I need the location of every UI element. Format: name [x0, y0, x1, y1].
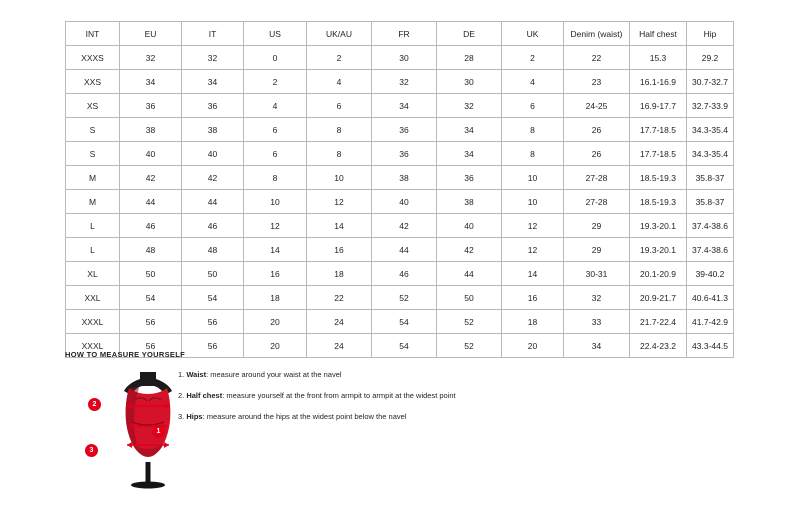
cell-half-chest: 19.3-20.1	[630, 214, 687, 238]
cell-half-chest: 18.5-19.3	[630, 190, 687, 214]
cell-fr: 32	[372, 70, 437, 94]
cell-it: 40	[182, 142, 244, 166]
cell-uk: 16	[502, 286, 564, 310]
cell-uk: 8	[502, 142, 564, 166]
cell-denim-waist: 23	[564, 70, 630, 94]
cell-uk: 10	[502, 166, 564, 190]
cell-uk-au: 12	[307, 190, 372, 214]
cell-hip: 43.3-44.5	[687, 334, 734, 358]
cell-hip: 34.3-35.4	[687, 118, 734, 142]
cell-eu: 40	[120, 142, 182, 166]
cell-int: XXXL	[66, 310, 120, 334]
cell-us: 8	[244, 166, 307, 190]
cell-eu: 50	[120, 262, 182, 286]
cell-fr: 44	[372, 238, 437, 262]
cell-fr: 46	[372, 262, 437, 286]
cell-uk-au: 4	[307, 70, 372, 94]
cell-us: 16	[244, 262, 307, 286]
cell-hip: 29.2	[687, 46, 734, 70]
cell-us: 14	[244, 238, 307, 262]
cell-us: 20	[244, 310, 307, 334]
cell-half-chest: 20.1-20.9	[630, 262, 687, 286]
cell-fr: 40	[372, 190, 437, 214]
cell-denim-waist: 29	[564, 238, 630, 262]
how-to-measure-title: HOW TO MEASURE YOURSELF	[65, 350, 185, 359]
cell-uk-au: 24	[307, 334, 372, 358]
cell-de: 32	[437, 94, 502, 118]
cell-it: 56	[182, 334, 244, 358]
cell-fr: 52	[372, 286, 437, 310]
cell-int: M	[66, 190, 120, 214]
cell-eu: 56	[120, 334, 182, 358]
table-row	[66, 46, 734, 70]
cell-half-chest: 20.9-21.7	[630, 286, 687, 310]
cell-uk-au: 6	[307, 94, 372, 118]
table-row	[66, 238, 734, 262]
cell-eu: 46	[120, 214, 182, 238]
table-header-row	[66, 22, 734, 46]
instruction-half-chest-term: Half chest	[186, 391, 223, 400]
cell-int: XXXL	[66, 334, 120, 358]
cell-fr: 36	[372, 118, 437, 142]
cell-half-chest: 16.9-17.7	[630, 94, 687, 118]
cell-de: 34	[437, 118, 502, 142]
cell-it: 54	[182, 286, 244, 310]
cell-it: 50	[182, 262, 244, 286]
instruction-half-chest-text: : measure yourself at the front from armpit to armpit at the widest point	[222, 391, 456, 400]
cell-de: 40	[437, 214, 502, 238]
cell-hip: 35.8-37	[687, 166, 734, 190]
instruction-waist-number: 1.	[178, 370, 187, 379]
cell-uk-au: 8	[307, 118, 372, 142]
cell-denim-waist: 26	[564, 142, 630, 166]
cell-uk: 12	[502, 238, 564, 262]
table-row	[66, 118, 734, 142]
cell-denim-waist: 32	[564, 286, 630, 310]
cell-us: 4	[244, 94, 307, 118]
cell-uk: 8	[502, 118, 564, 142]
column-header-uk: UK	[502, 22, 564, 46]
cell-de: 28	[437, 46, 502, 70]
cell-hip: 39-40.2	[687, 262, 734, 286]
cell-int: L	[66, 214, 120, 238]
cell-eu: 32	[120, 46, 182, 70]
cell-it: 56	[182, 310, 244, 334]
cell-fr: 30	[372, 46, 437, 70]
cell-int: S	[66, 142, 120, 166]
cell-denim-waist: 33	[564, 310, 630, 334]
cell-hip: 40.6-41.3	[687, 286, 734, 310]
column-header-int: INT	[66, 22, 120, 46]
cell-eu: 34	[120, 70, 182, 94]
instruction-waist-text: : measure around your waist at the navel	[206, 370, 342, 379]
cell-eu: 42	[120, 166, 182, 190]
cell-it: 38	[182, 118, 244, 142]
table-header	[66, 22, 734, 46]
cell-de: 34	[437, 142, 502, 166]
cell-hip: 41.7-42.9	[687, 310, 734, 334]
cell-int: S	[66, 118, 120, 142]
cell-fr: 34	[372, 94, 437, 118]
table-body	[66, 46, 734, 358]
cell-denim-waist: 22	[564, 46, 630, 70]
cell-half-chest: 17.7-18.5	[630, 118, 687, 142]
table-row	[66, 310, 734, 334]
cell-it: 34	[182, 70, 244, 94]
cell-int: XL	[66, 262, 120, 286]
cell-uk: 18	[502, 310, 564, 334]
column-header-eu: EU	[120, 22, 182, 46]
measurement-instructions	[178, 370, 598, 433]
cell-eu: 54	[120, 286, 182, 310]
cell-de: 52	[437, 310, 502, 334]
column-header-uk-au: UK/AU	[307, 22, 372, 46]
cell-uk-au: 8	[307, 142, 372, 166]
cell-fr: 42	[372, 214, 437, 238]
cell-uk-au: 2	[307, 46, 372, 70]
size-table-container	[65, 21, 733, 358]
cell-uk: 20	[502, 334, 564, 358]
cell-us: 2	[244, 70, 307, 94]
cell-denim-waist: 29	[564, 214, 630, 238]
cell-de: 30	[437, 70, 502, 94]
cell-hip: 34.3-35.4	[687, 142, 734, 166]
table-row	[66, 94, 734, 118]
cell-us: 18	[244, 286, 307, 310]
instruction-half-chest-number: 2.	[178, 391, 187, 400]
cell-half-chest: 16.1-16.9	[630, 70, 687, 94]
instruction-hips-number: 3.	[178, 412, 187, 421]
cell-uk: 12	[502, 214, 564, 238]
cell-eu: 48	[120, 238, 182, 262]
table-row	[66, 262, 734, 286]
cell-uk-au: 18	[307, 262, 372, 286]
cell-it: 42	[182, 166, 244, 190]
instruction-half-chest	[178, 391, 598, 400]
cell-uk: 2	[502, 46, 564, 70]
cell-half-chest: 21.7-22.4	[630, 310, 687, 334]
cell-us: 10	[244, 190, 307, 214]
instruction-hips-term: Hips	[186, 412, 203, 421]
cell-uk-au: 22	[307, 286, 372, 310]
cell-it: 36	[182, 94, 244, 118]
table-row	[66, 214, 734, 238]
cell-us: 12	[244, 214, 307, 238]
cell-uk-au: 16	[307, 238, 372, 262]
cell-hip: 30.7-32.7	[687, 70, 734, 94]
cell-de: 52	[437, 334, 502, 358]
cell-de: 42	[437, 238, 502, 262]
cell-denim-waist: 30-31	[564, 262, 630, 286]
cell-uk-au: 14	[307, 214, 372, 238]
cell-fr: 54	[372, 310, 437, 334]
cell-uk: 6	[502, 94, 564, 118]
cell-denim-waist: 27-28	[564, 190, 630, 214]
instruction-hips-text: : measure around the hips at the widest point below the navel	[202, 412, 407, 421]
table-row	[66, 286, 734, 310]
cell-it: 46	[182, 214, 244, 238]
cell-half-chest: 17.7-18.5	[630, 142, 687, 166]
cell-uk-au: 10	[307, 166, 372, 190]
callout-bullet-2: 2	[88, 398, 101, 411]
cell-fr: 36	[372, 142, 437, 166]
cell-denim-waist: 26	[564, 118, 630, 142]
instruction-hips	[178, 412, 598, 421]
instruction-waist	[178, 370, 598, 379]
table-row	[66, 166, 734, 190]
cell-eu: 44	[120, 190, 182, 214]
cell-hip: 35.8-37	[687, 190, 734, 214]
table-row	[66, 190, 734, 214]
cell-us: 6	[244, 118, 307, 142]
column-header-hip: Hip	[687, 22, 734, 46]
cell-int: XS	[66, 94, 120, 118]
cell-us: 20	[244, 334, 307, 358]
instruction-waist-term: Waist	[186, 370, 207, 379]
cell-eu: 36	[120, 94, 182, 118]
cell-int: XXXS	[66, 46, 120, 70]
cell-int: L	[66, 238, 120, 262]
cell-fr: 38	[372, 166, 437, 190]
cell-eu: 38	[120, 118, 182, 142]
cell-half-chest: 18.5-19.3	[630, 166, 687, 190]
table-row	[66, 70, 734, 94]
cell-it: 44	[182, 190, 244, 214]
cell-de: 38	[437, 190, 502, 214]
cell-it: 32	[182, 46, 244, 70]
cell-hip: 37.4-38.6	[687, 238, 734, 262]
cell-us: 0	[244, 46, 307, 70]
cell-it: 48	[182, 238, 244, 262]
callout-bullet-3: 3	[85, 444, 98, 457]
cell-denim-waist: 34	[564, 334, 630, 358]
column-header-de: DE	[437, 22, 502, 46]
cell-half-chest: 22.4-23.2	[630, 334, 687, 358]
table-row	[66, 142, 734, 166]
cell-de: 44	[437, 262, 502, 286]
cell-uk: 10	[502, 190, 564, 214]
cell-int: XXL	[66, 286, 120, 310]
column-header-it: IT	[182, 22, 244, 46]
column-header-half-chest: Half chest	[630, 22, 687, 46]
cell-denim-waist: 24-25	[564, 94, 630, 118]
cell-de: 50	[437, 286, 502, 310]
callout-bullet-1: 1	[152, 425, 165, 438]
cell-hip: 32.7-33.9	[687, 94, 734, 118]
column-header-denim-waist: Denim (waist)	[564, 22, 630, 46]
cell-uk-au: 24	[307, 310, 372, 334]
cell-hip: 37.4-38.6	[687, 214, 734, 238]
column-header-fr: FR	[372, 22, 437, 46]
cell-int: M	[66, 166, 120, 190]
cell-uk: 14	[502, 262, 564, 286]
cell-int: XXS	[66, 70, 120, 94]
size-conversion-table	[65, 21, 734, 358]
cell-eu: 56	[120, 310, 182, 334]
cell-us: 6	[244, 142, 307, 166]
cell-uk: 4	[502, 70, 564, 94]
cell-half-chest: 19.3-20.1	[630, 238, 687, 262]
cell-denim-waist: 27-28	[564, 166, 630, 190]
cell-fr: 54	[372, 334, 437, 358]
column-header-us: US	[244, 22, 307, 46]
cell-half-chest: 15.3	[630, 46, 687, 70]
cell-de: 36	[437, 166, 502, 190]
